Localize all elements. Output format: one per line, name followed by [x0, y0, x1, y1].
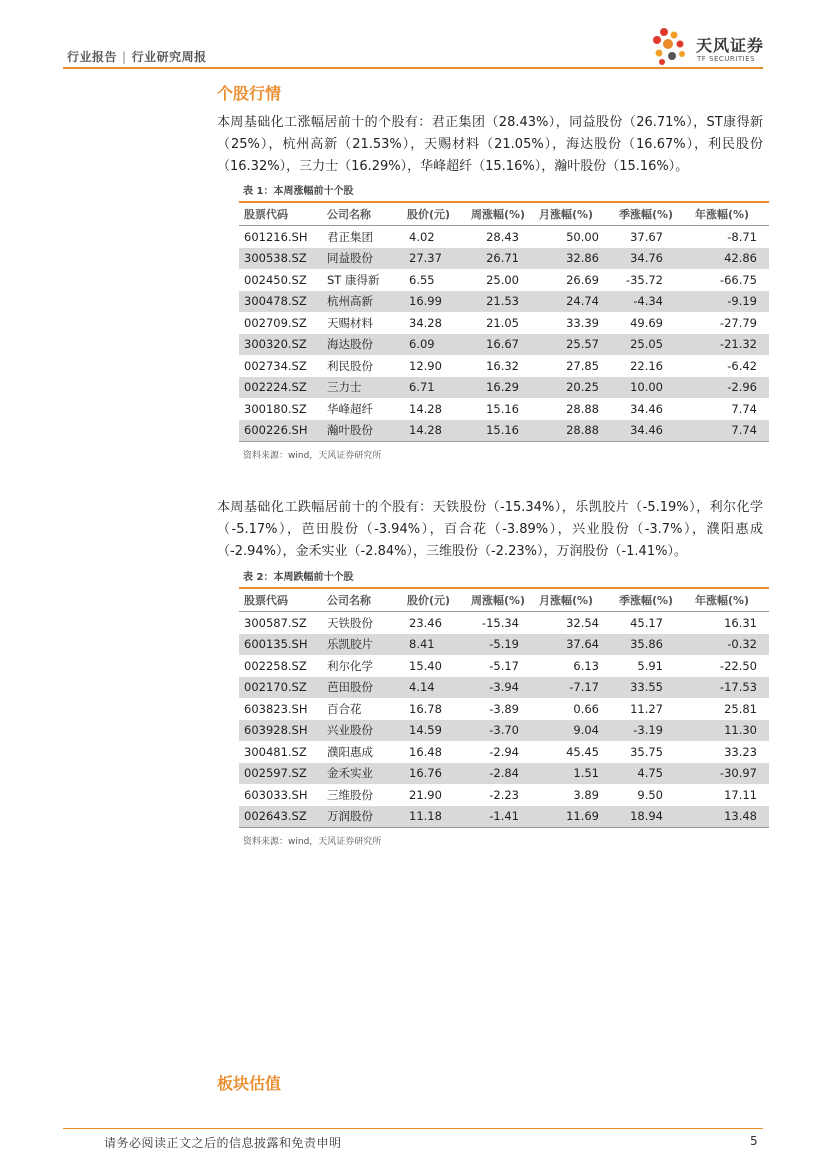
brand-name: 天风证券	[696, 36, 765, 55]
cell-quarter: 5.91	[637, 658, 663, 673]
cell-company: 芭田股份	[327, 680, 373, 695]
cell-price: 14.28	[409, 423, 442, 438]
cell-company: 天赐材料	[327, 315, 373, 330]
table-bottom-rule	[239, 441, 769, 442]
table-row	[239, 634, 769, 656]
header-cell-price: 股价(元)	[407, 208, 451, 221]
table-row	[239, 655, 769, 677]
cell-week: 25.00	[486, 272, 519, 287]
table-row	[239, 398, 769, 420]
cell-year: -17.53	[719, 680, 757, 695]
table-row	[239, 806, 769, 828]
header-cell-month: 月涨幅(%)	[539, 208, 594, 221]
header-cell-company: 公司名称	[327, 208, 371, 221]
header-cell-week: 周涨幅(%)	[471, 208, 526, 221]
cell-month: -7.17	[569, 680, 599, 695]
paragraph-top-losers: 本周基础化工跌幅居前十的个股有：天铁股份（-15.34%），乐凯胶片（-5.19%），利尔化学（-5.17%），芭田股份（-3.94%），百合花（-3.89%），兴业股份（-3.7%），濮阳惠成（-2.94%），金禾实业（-2.84%），三维股份（-2.23%），万润股份（-1.41%）。	[217, 500, 763, 559]
cell-price: 27.37	[409, 251, 442, 266]
cell-month: 11.69	[566, 809, 599, 824]
cell-year: 7.74	[731, 401, 757, 416]
cell-year: -2.96	[727, 380, 757, 395]
table-body	[239, 612, 769, 827]
cell-price: 21.90	[409, 787, 442, 802]
cell-quarter: 4.75	[637, 766, 663, 781]
report-type-label: 行业报告	[67, 50, 118, 64]
cell-quarter: 34.46	[630, 423, 663, 438]
table-source-note: 资料来源：wind，天风证券研究所	[243, 837, 382, 847]
table-row	[239, 226, 769, 248]
cell-year: -9.19	[727, 294, 757, 309]
table-caption: 表 1：本周涨幅前十个股	[243, 186, 354, 197]
brand-logo	[650, 26, 765, 68]
cell-price: 34.28	[409, 315, 442, 330]
table-row	[239, 612, 769, 634]
cell-month: 26.69	[566, 272, 599, 287]
cell-price: 4.14	[409, 680, 435, 695]
cell-company: 天铁股份	[327, 615, 373, 630]
brand-logo-icon	[650, 26, 694, 68]
cell-code: 002258.SZ	[244, 658, 307, 673]
cell-quarter: 11.27	[630, 701, 663, 716]
cell-quarter: 34.46	[630, 401, 663, 416]
cell-price: 8.41	[409, 637, 435, 652]
cell-company: 利尔化学	[327, 658, 373, 673]
cell-year: -27.79	[719, 315, 757, 330]
cell-code: 603928.SH	[244, 723, 308, 738]
table-body	[239, 226, 769, 441]
report-subtype-label: 行业研究周报	[131, 50, 207, 64]
cell-week: -3.70	[489, 723, 519, 738]
cell-price: 14.28	[409, 401, 442, 416]
table-row	[239, 741, 769, 763]
cell-quarter: -3.19	[633, 723, 663, 738]
cell-week: 26.71	[486, 251, 519, 266]
cell-code: 300481.SZ	[244, 744, 307, 759]
header-cell-quarter: 季涨幅(%)	[619, 208, 674, 221]
cell-company: 瀚叶股份	[327, 423, 373, 438]
cell-code: 300320.SZ	[244, 337, 307, 352]
cell-price: 6.71	[409, 380, 435, 395]
cell-price: 16.78	[409, 701, 442, 716]
table-row	[239, 355, 769, 377]
cell-code: 002170.SZ	[244, 680, 307, 695]
cell-month: 33.39	[566, 315, 599, 330]
cell-price: 6.09	[409, 337, 435, 352]
cell-week: 16.67	[486, 337, 519, 352]
cell-company: 金禾实业	[327, 766, 373, 781]
table-header-row	[239, 589, 769, 612]
cell-code: 002643.SZ	[244, 809, 307, 824]
cell-year: -66.75	[719, 272, 757, 287]
cell-quarter: 45.17	[630, 615, 663, 630]
cell-price: 12.90	[409, 358, 442, 373]
table-row	[239, 677, 769, 699]
cell-year: -21.32	[719, 337, 757, 352]
table-row	[239, 420, 769, 442]
header-cell-code: 股票代码	[244, 208, 288, 221]
cell-company: ST 康得新	[327, 272, 380, 287]
table-source-note: 资料来源：wind，天风证券研究所	[243, 451, 382, 461]
cell-price: 14.59	[409, 723, 442, 738]
cell-week: -2.84	[489, 766, 519, 781]
cell-price: 16.99	[409, 294, 442, 309]
cell-quarter: 22.16	[630, 358, 663, 373]
cell-company: 杭州高新	[327, 294, 373, 309]
cell-month: 32.86	[566, 251, 599, 266]
cell-week: 16.32	[486, 358, 519, 373]
cell-week: -5.17	[489, 658, 519, 673]
cell-year: -0.32	[727, 637, 757, 652]
cell-company: 同益股份	[327, 251, 373, 266]
cell-company: 濮阳惠成	[327, 744, 373, 759]
table-row	[239, 291, 769, 313]
cell-week: -5.19	[489, 637, 519, 652]
cell-code: 300180.SZ	[244, 401, 307, 416]
cell-week: -3.89	[489, 701, 519, 716]
cell-month: 0.66	[573, 701, 599, 716]
header-cell-quarter: 季涨幅(%)	[619, 594, 674, 607]
cell-year: -6.42	[727, 358, 757, 373]
paragraph-top-gainers: 本周基础化工涨幅居前十的个股有：君正集团（28.43%），同益股份（26.71%），ST康得新（25%），杭州高新（21.53%），天赐材料（21.05%），海达股份（16.67%），利民股份（16.32%），三力士（16.29%），华峰超纤（15.16%），瀚叶股份（15.16%）。	[217, 115, 763, 174]
header-divider	[63, 67, 763, 69]
cell-price: 16.76	[409, 766, 442, 781]
cell-year: 17.11	[724, 787, 757, 802]
cell-year: -8.71	[727, 229, 757, 244]
cell-week: -1.41	[489, 809, 519, 824]
cell-price: 15.40	[409, 658, 442, 673]
section-title-sector-valuation: 板块估值	[217, 1074, 282, 1093]
header-cell-code: 股票代码	[244, 594, 288, 607]
cell-month: 37.64	[566, 637, 599, 652]
cell-company: 利民股份	[327, 358, 373, 373]
cell-quarter: 9.50	[637, 787, 663, 802]
cell-month: 28.88	[566, 401, 599, 416]
cell-code: 300478.SZ	[244, 294, 307, 309]
cell-quarter: 49.69	[630, 315, 663, 330]
cell-week: -3.94	[489, 680, 519, 695]
cell-week: 21.05	[486, 315, 519, 330]
cell-code: 300538.SZ	[244, 251, 307, 266]
cell-quarter: -35.72	[625, 272, 663, 287]
cell-code: 601216.SH	[244, 229, 308, 244]
table-row	[239, 334, 769, 356]
table-row	[239, 763, 769, 785]
cell-code: 002597.SZ	[244, 766, 307, 781]
cell-year: 11.30	[724, 723, 757, 738]
cell-week: 16.29	[486, 380, 519, 395]
table-row	[239, 377, 769, 399]
section-title-stock-quotes: 个股行情	[217, 84, 282, 103]
cell-code: 002224.SZ	[244, 380, 307, 395]
table-row	[239, 312, 769, 334]
cell-quarter: 37.67	[630, 229, 663, 244]
cell-year: 7.74	[731, 423, 757, 438]
cell-quarter: 10.00	[630, 380, 663, 395]
cell-code: 603823.SH	[244, 701, 308, 716]
table-row	[239, 784, 769, 806]
header-cell-year: 年涨幅(%)	[695, 208, 750, 221]
footer-divider	[63, 1128, 763, 1129]
cell-month: 25.57	[566, 337, 599, 352]
table-row	[239, 698, 769, 720]
cell-quarter: 35.86	[630, 637, 663, 652]
cell-code: 603033.SH	[244, 787, 308, 802]
cell-year: 33.23	[724, 744, 757, 759]
cell-year: 25.81	[724, 701, 757, 716]
cell-code: 600226.SH	[244, 423, 308, 438]
cell-company: 三力士	[327, 380, 362, 395]
cell-price: 6.55	[409, 272, 435, 287]
cell-month: 32.54	[566, 615, 599, 630]
cell-month: 24.74	[566, 294, 599, 309]
page-number: 5	[750, 1134, 758, 1148]
header-cell-week: 周涨幅(%)	[471, 594, 526, 607]
header-cell-year: 年涨幅(%)	[695, 594, 750, 607]
cell-company: 乐凯胶片	[327, 637, 373, 652]
cell-year: -22.50	[719, 658, 757, 673]
cell-month: 3.89	[573, 787, 599, 802]
cell-company: 兴业股份	[327, 723, 373, 738]
header-cell-month: 月涨幅(%)	[539, 594, 594, 607]
cell-month: 28.88	[566, 423, 599, 438]
table-top-gainers	[239, 183, 769, 461]
cell-year: -30.97	[719, 766, 757, 781]
table-row	[239, 269, 769, 291]
cell-quarter: 33.55	[630, 680, 663, 695]
cell-month: 1.51	[573, 766, 599, 781]
header-cell-price: 股价(元)	[407, 594, 451, 607]
cell-week: -2.94	[489, 744, 519, 759]
cell-code: 600135.SH	[244, 637, 308, 652]
cell-company: 华峰超纤	[327, 401, 373, 416]
cell-year: 16.31	[724, 615, 757, 630]
cell-month: 6.13	[573, 658, 599, 673]
cell-year: 13.48	[724, 809, 757, 824]
cell-year: 42.86	[724, 251, 757, 266]
cell-company: 海达股份	[327, 337, 373, 352]
cell-price: 4.02	[409, 229, 435, 244]
cell-quarter: 34.76	[630, 251, 663, 266]
table-row	[239, 720, 769, 742]
brand-name-en: TF SECURITIES	[697, 55, 756, 63]
table-row	[239, 248, 769, 270]
table-bottom-rule	[239, 827, 769, 828]
header-separator: |	[122, 50, 127, 64]
cell-week: 28.43	[486, 229, 519, 244]
cell-company: 君正集团	[327, 229, 373, 244]
cell-month: 45.45	[566, 744, 599, 759]
table-caption: 表 2：本周跌幅前十个股	[243, 572, 354, 583]
cell-week: -2.23	[489, 787, 519, 802]
cell-week: 21.53	[486, 294, 519, 309]
cell-code: 002709.SZ	[244, 315, 307, 330]
cell-week: 15.16	[486, 423, 519, 438]
cell-quarter: 25.05	[630, 337, 663, 352]
cell-month: 20.25	[566, 380, 599, 395]
cell-code: 002734.SZ	[244, 358, 307, 373]
cell-month: 50.00	[566, 229, 599, 244]
header-cell-company: 公司名称	[327, 594, 371, 607]
cell-company: 三维股份	[327, 787, 373, 802]
table-top-losers	[239, 569, 769, 847]
cell-quarter: 35.75	[630, 744, 663, 759]
cell-company: 万润股份	[327, 809, 373, 824]
cell-month: 9.04	[573, 723, 599, 738]
cell-code: 002450.SZ	[244, 272, 307, 287]
cell-code: 300587.SZ	[244, 615, 307, 630]
cell-month: 27.85	[566, 358, 599, 373]
cell-company: 百合花	[327, 701, 362, 716]
cell-quarter: 18.94	[630, 809, 663, 824]
footer-disclaimer: 请务必阅读正文之后的信息披露和免责申明	[104, 1136, 342, 1150]
cell-quarter: -4.34	[633, 294, 663, 309]
cell-week: 15.16	[486, 401, 519, 416]
header-report-type	[67, 48, 207, 65]
table-header-row	[239, 203, 769, 226]
cell-week: -15.34	[481, 615, 519, 630]
cell-price: 11.18	[409, 809, 442, 824]
cell-price: 23.46	[409, 615, 442, 630]
cell-price: 16.48	[409, 744, 442, 759]
